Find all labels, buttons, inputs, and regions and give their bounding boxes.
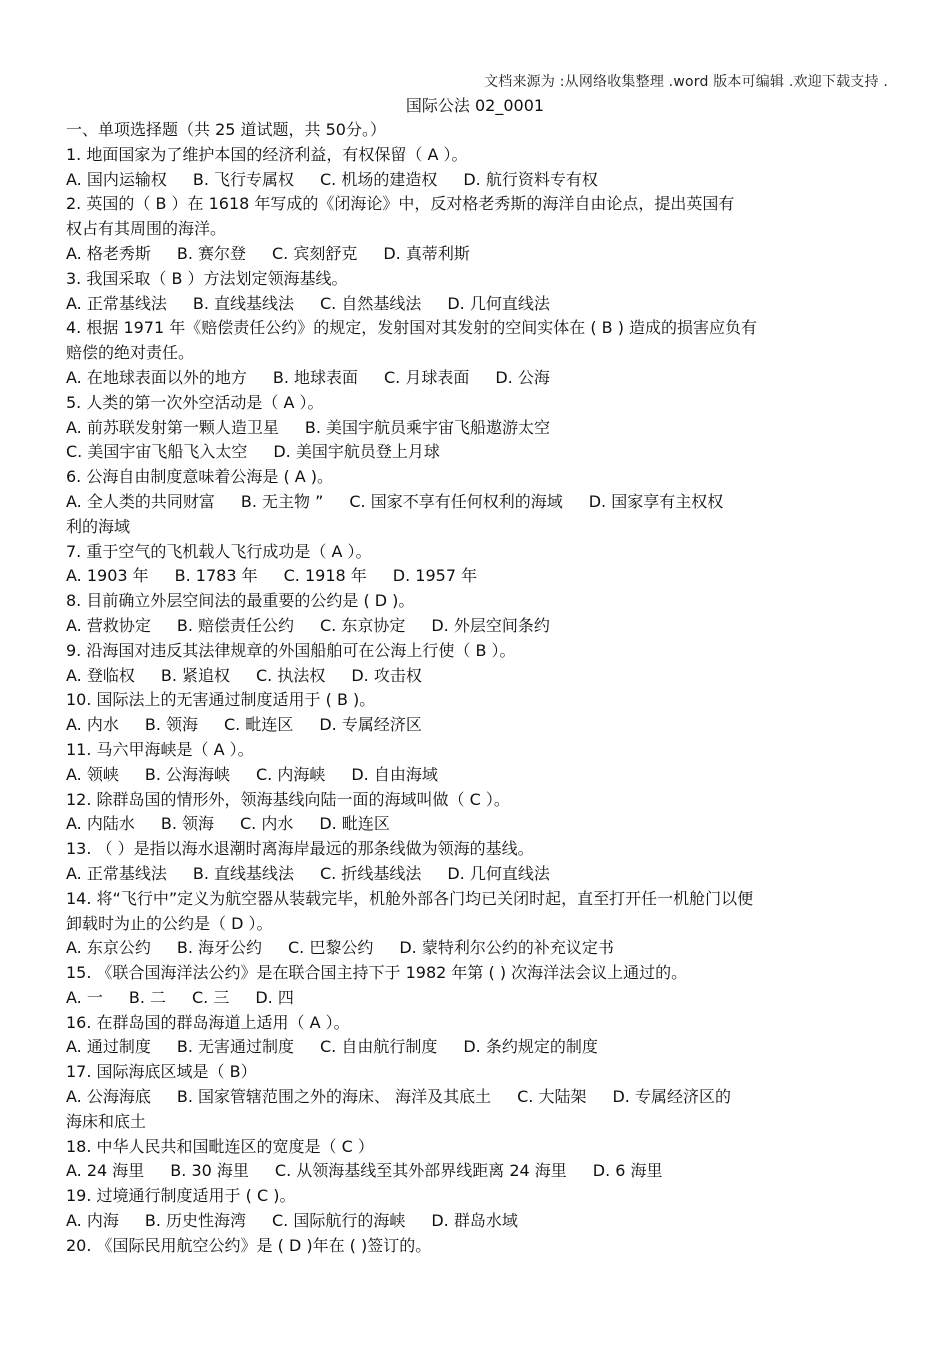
option-item: B. 紧追权 xyxy=(160,665,230,685)
option-item: B. 直线基线法 xyxy=(192,863,294,883)
document-content xyxy=(66,118,886,1259)
options-row xyxy=(66,564,886,589)
question-stem: 5. 人类的第一次外空活动是（ A ）。 xyxy=(66,392,324,412)
options-row xyxy=(66,490,886,515)
option-item: A. 全人类的共同财富 xyxy=(66,491,215,511)
options-row xyxy=(66,936,886,961)
option-item: B. 赛尔登 xyxy=(176,243,246,263)
options-row xyxy=(66,763,886,788)
options-row xyxy=(66,440,886,465)
option-item: B. 国家管辖范围之外的海床、 海洋及其底土 xyxy=(176,1087,492,1107)
question-stem: 18. 中华人民共和国毗连区的宽度是（ C ） xyxy=(66,1136,374,1156)
option-item: D. 美国宇航员登上月球 xyxy=(273,442,440,462)
option-item: A. 内海 xyxy=(66,1211,119,1231)
header-note: 文档来源为 :从网络收集整理 .word 版本可编辑 .欢迎下载支持 . xyxy=(484,74,888,90)
question-stem: 19. 过境通行制度适用于 ( C )。 xyxy=(66,1186,296,1206)
options-row xyxy=(66,812,886,837)
options-row xyxy=(66,416,886,441)
option-item: D. 几何直线法 xyxy=(447,293,550,313)
option-item: D. 国家享有主权权 xyxy=(588,491,724,511)
option-item: A. 正常基线法 xyxy=(66,863,167,883)
option-item: B. 无害通过制度 xyxy=(176,1037,294,1057)
option-item: A. 通过制度 xyxy=(66,1037,151,1057)
option-item: B. 赔偿责任公约 xyxy=(176,615,294,635)
option-item: B. 飞行专属权 xyxy=(192,169,294,189)
option-item: D. 1957 年 xyxy=(392,566,478,586)
options-row xyxy=(66,1035,886,1060)
question-stem: 赔偿的绝对责任。 xyxy=(66,343,195,363)
option-item: D. 专属经济区的 xyxy=(612,1087,731,1107)
option-item: A. 公海海底 xyxy=(66,1087,151,1107)
question-stem: 卸载时为止的公约是（ D ）。 xyxy=(66,913,273,933)
question-stem: 16. 在群岛国的群岛海道上适用（ A ）。 xyxy=(66,1012,350,1032)
option-item: A. 格老秀斯 xyxy=(66,243,151,263)
option-item: D. 真蒂利斯 xyxy=(383,243,470,263)
question-stem: 1. 地面国家为了维护本国的经济利益，有权保留（ A ）。 xyxy=(66,144,468,164)
question-stem: 4. 根据 1971 年《赔偿责任公约》的规定，发射国对其发射的空间实体在 ( B ) 造成的损害应负有 xyxy=(66,318,758,338)
option-continuation: 海床和底土 xyxy=(66,1111,147,1131)
option-item: A. 一 xyxy=(66,987,103,1007)
option-item: A. 东京公约 xyxy=(66,938,151,958)
question-stem: 2. 英国的（ B ）在 1618 年写成的《闭海论》中，反对格老秀斯的海洋自由论点，提出英国有 xyxy=(66,194,735,214)
options-row xyxy=(66,1209,886,1234)
options-row xyxy=(66,986,886,1011)
question-stem: 20. 《国际民用航空公约》是 ( D )年在 ( )签订的。 xyxy=(66,1235,432,1255)
option-item: B. 公海海峡 xyxy=(144,764,230,784)
option-item: C. 国际航行的海峡 xyxy=(272,1211,406,1231)
option-item: C. 机场的建造权 xyxy=(320,169,438,189)
option-item: D. 毗连区 xyxy=(319,814,390,834)
option-item: A. 在地球表面以外的地方 xyxy=(66,367,247,387)
question-stem: 10. 国际法上的无害通过制度适用于 ( B )。 xyxy=(66,690,376,710)
option-item: C. 执法权 xyxy=(256,665,326,685)
option-item: C. 毗连区 xyxy=(224,715,294,735)
option-item: B. 30 海里 xyxy=(170,1161,249,1181)
question-stem: 8. 目前确立外层空间法的最重要的公约是 ( D )。 xyxy=(66,591,415,611)
option-item: A. 正常基线法 xyxy=(66,293,167,313)
option-item: D. 自由海域 xyxy=(351,764,438,784)
question-stem: 9. 沿海国对违反其法律规章的外国船舶可在公海上行使（ B ）。 xyxy=(66,640,516,660)
option-item: B. 1783 年 xyxy=(174,566,258,586)
option-item: B. 领海 xyxy=(144,715,198,735)
option-item: D. 攻击权 xyxy=(351,665,422,685)
option-item: C. 美国宇宙飞船飞入太空 xyxy=(66,442,248,462)
options-row xyxy=(66,713,886,738)
options-row xyxy=(66,1085,886,1110)
option-item: B. 地球表面 xyxy=(272,367,358,387)
option-item: D. 群岛水域 xyxy=(431,1211,518,1231)
options-row xyxy=(66,664,886,689)
option-item: D. 外层空间条约 xyxy=(431,615,550,635)
option-item: D. 6 海里 xyxy=(592,1161,663,1181)
option-item: B. 美国宇航员乘宇宙飞船遨游太空 xyxy=(304,417,550,437)
question-stem: 7. 重于空气的飞机载人飞行成功是（ A ）。 xyxy=(66,541,372,561)
option-item: C. 大陆架 xyxy=(517,1087,587,1107)
option-item: D. 专属经济区 xyxy=(319,715,422,735)
option-item: D. 航行资料专有权 xyxy=(463,169,598,189)
option-item: B. 无主物 ” xyxy=(240,491,324,511)
option-item: A. 1903 年 xyxy=(66,566,149,586)
option-item: C. 自由航行制度 xyxy=(320,1037,438,1057)
options-row xyxy=(66,242,886,267)
options-row xyxy=(66,1159,886,1184)
option-item: A. 前苏联发射第一颗人造卫星 xyxy=(66,417,279,437)
option-item: A. 领峡 xyxy=(66,764,119,784)
document-title: 国际公法 02_0001 xyxy=(405,96,545,115)
question-stem: 11. 马六甲海峡是（ A ）。 xyxy=(66,739,254,759)
options-row xyxy=(66,862,886,887)
option-item: D. 四 xyxy=(255,987,294,1007)
option-item: D. 条约规定的制度 xyxy=(463,1037,598,1057)
option-item: B. 领海 xyxy=(160,814,214,834)
option-item: A. 营救协定 xyxy=(66,615,151,635)
option-item: C. 从领海基线至其外部界线距离 24 海里 xyxy=(274,1161,567,1181)
option-continuation: 利的海域 xyxy=(66,516,131,536)
question-stem: 14. 将“飞行中”定义为航空器从装载完毕，机舱外部各门均已关闭时起，直至打开任一机舱门以便 xyxy=(66,888,754,908)
option-item: C. 巴黎公约 xyxy=(288,938,374,958)
question-stem: 17. 国际海底区域是（ B） xyxy=(66,1062,257,1082)
option-item: C. 东京协定 xyxy=(320,615,406,635)
option-item: C. 自然基线法 xyxy=(320,293,422,313)
question-stem: 3. 我国采取（ B ）方法划定领海基线。 xyxy=(66,268,348,288)
question-stem: 12. 除群岛国的情形外，领海基线向陆一面的海域叫做（ C ）。 xyxy=(66,789,510,809)
options-row xyxy=(66,292,886,317)
option-item: C. 三 xyxy=(192,987,230,1007)
option-item: D. 公海 xyxy=(495,367,550,387)
option-item: D. 几何直线法 xyxy=(447,863,550,883)
option-item: C. 宾刻舒克 xyxy=(272,243,358,263)
options-row xyxy=(66,614,886,639)
option-item: C. 1918 年 xyxy=(283,566,367,586)
option-item: B. 历史性海湾 xyxy=(144,1211,246,1231)
option-item: A. 国内运输权 xyxy=(66,169,167,189)
option-item: A. 登临权 xyxy=(66,665,135,685)
option-item: D. 蒙特利尔公约的补充议定书 xyxy=(399,938,614,958)
question-stem: 13. （ ）是指以海水退潮时离海岸最远的那条线做为领海的基线。 xyxy=(66,839,534,859)
option-item: A. 24 海里 xyxy=(66,1161,145,1181)
option-item: B. 直线基线法 xyxy=(192,293,294,313)
section-heading: 一、单项选择题（共 25 道试题，共 50分。） xyxy=(66,120,386,139)
option-item: C. 折线基线法 xyxy=(320,863,422,883)
option-item: C. 月球表面 xyxy=(384,367,470,387)
question-stem: 6. 公海自由制度意味着公海是 ( A )。 xyxy=(66,467,334,487)
option-item: C. 内水 xyxy=(240,814,294,834)
option-item: A. 内水 xyxy=(66,715,119,735)
question-stem: 15. 《联合国海洋法公约》是在联合国主持下于 1982 年第 ( ) 次海洋法会议上通过的。 xyxy=(66,963,688,983)
options-row xyxy=(66,168,886,193)
option-item: B. 二 xyxy=(128,987,166,1007)
options-row xyxy=(66,366,886,391)
option-item: B. 海牙公约 xyxy=(176,938,262,958)
question-stem: 权占有其周围的海洋。 xyxy=(66,219,227,239)
option-item: C. 国家不享有任何权利的海域 xyxy=(349,491,563,511)
option-item: C. 内海峡 xyxy=(256,764,326,784)
option-item: A. 内陆水 xyxy=(66,814,135,834)
